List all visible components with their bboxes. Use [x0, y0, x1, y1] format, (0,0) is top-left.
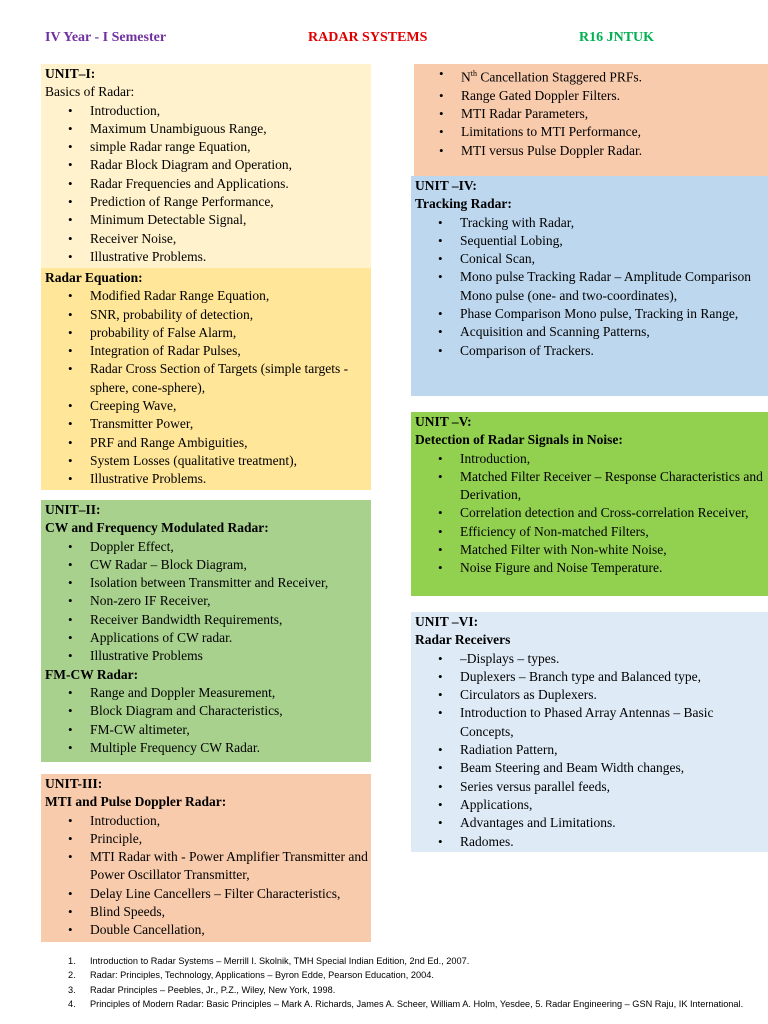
list-item: • Sequential Lobing,	[415, 232, 768, 250]
unit1-radar-equation-box	[41, 268, 371, 490]
reference-text: Radar: Principles, Technology, Applications – Byron Edde, Pearson Education, 2004.	[90, 970, 434, 981]
list-item: • simple Radar range Equation,	[45, 138, 371, 156]
reference-item	[40, 968, 765, 982]
list-item: • –Displays – types.	[415, 650, 768, 668]
list-item: • Noise Figure and Noise Temperature.	[415, 559, 768, 577]
list-item: • Multiple Frequency CW Radar.	[45, 739, 371, 757]
unit4-title: UNIT –IV:	[415, 178, 477, 193]
unit1-subtitle: Basics of Radar:	[45, 84, 135, 100]
list-item: • Radar Frequencies and Applications.	[45, 175, 371, 193]
list-item: • Blind Speeds,	[45, 903, 371, 921]
list-item: • Introduction,	[45, 812, 371, 830]
reference-item	[40, 954, 765, 968]
reference-item	[40, 997, 765, 1011]
nth-prefix: N	[461, 69, 471, 85]
list-item: • Advantages and Limitations.	[415, 814, 768, 832]
unit6-box	[411, 612, 768, 852]
unit1-topic-list	[45, 102, 371, 267]
unit5-box	[411, 412, 768, 596]
unit3-subtitle: MTI and Pulse Doppler Radar:	[45, 794, 227, 810]
list-item: • Acquisition and Scanning Patterns,	[415, 323, 768, 341]
unit2-subtitle: CW and Frequency Modulated Radar:	[45, 520, 269, 536]
list-item: • MTI Radar Parameters,	[416, 105, 768, 123]
reference-item	[40, 983, 765, 997]
unit1-title: UNIT–I:	[45, 66, 96, 81]
unit6-subtitle: Radar Receivers	[415, 632, 511, 648]
unit3-continued-box	[414, 64, 768, 176]
list-item: • Principle,	[45, 830, 371, 848]
list-item: • Delay Line Cancellers – Filter Characteristics,	[45, 885, 371, 903]
reference-number: 1.	[68, 956, 76, 966]
list-item: • Introduction,	[415, 450, 768, 468]
list-item: • SNR, probability of detection,	[45, 306, 371, 324]
list-item: • Prediction of Range Performance,	[45, 193, 371, 211]
reference-number: 4.	[68, 999, 76, 1010]
list-item: • FM-CW altimeter,	[45, 721, 371, 739]
list-item: • Illustrative Problems.	[45, 470, 371, 488]
unit2-topic-list	[45, 538, 371, 666]
list-item: • Integration of Radar Pulses,	[45, 342, 371, 360]
unit2-title: UNIT–II:	[45, 502, 101, 517]
list-item: • Radar Cross Section of Targets (simple targets - sphere, cone-sphere),	[45, 360, 371, 397]
unit1-section-title: Radar Equation:	[45, 270, 143, 285]
unit2-section-title: FM-CW Radar:	[45, 666, 139, 682]
list-item: • MTI Radar with - Power Amplifier Transmitter and Power Oscillator Transmitter,	[45, 848, 371, 885]
list-item: • Doppler Effect,	[45, 538, 371, 556]
reference-text: Principles of Modern Radar: Basic Principles – Mark A. Richards, James A. Scheer, William A. Holm, Yesdee, 5. Radar Engineering – GSN Raju, IK International.	[90, 999, 744, 1010]
list-item: • Comparison of Trackers.	[415, 342, 768, 360]
list-item: • Illustrative Problems.	[45, 248, 371, 266]
list-item: • Mono pulse Tracking Radar – Amplitude Comparison Mono pulse (one- and two-coordinates),	[415, 268, 768, 305]
list-item: • Illustrative Problems	[45, 647, 371, 665]
reference-number: 2.	[68, 970, 76, 981]
unit5-title: UNIT –V:	[415, 414, 472, 429]
reference-number: 3.	[68, 984, 76, 995]
unit1-equation-list	[45, 287, 371, 488]
list-item: • Conical Scan,	[415, 250, 768, 268]
list-item: • Radiation Pattern,	[415, 741, 768, 759]
list-item: • Maximum Unambiguous Range,	[45, 120, 371, 138]
list-item: • Double Cancellation,	[45, 921, 371, 939]
list-item: • Efficiency of Non-matched Filters,	[415, 523, 768, 541]
list-item: • Beam Steering and Beam Width changes,	[415, 759, 768, 777]
list-item: • PRF and Range Ambiguities,	[45, 434, 371, 452]
list-item: • Applications of CW radar.	[45, 629, 371, 647]
list-item: • Range and Doppler Measurement,	[45, 684, 371, 702]
list-item: • MTI versus Pulse Doppler Radar.	[416, 142, 768, 160]
nth-suffix: Cancellation Staggered PRFs.	[476, 69, 642, 85]
header-regulation: R16 JNTUK	[579, 30, 655, 45]
list-item: • Limitations to MTI Performance,	[416, 123, 768, 141]
list-item: • Radar Block Diagram and Operation,	[45, 156, 371, 174]
header-year-semester: IV Year - I Semester	[45, 30, 167, 45]
unit4-topic-list	[415, 214, 768, 360]
list-item: • Radomes.	[415, 833, 768, 851]
list-item: • Creeping Wave,	[45, 397, 371, 415]
unit5-topic-list	[415, 450, 768, 578]
list-item: • Introduction,	[45, 102, 371, 120]
list-item: • probability of False Alarm,	[45, 324, 371, 342]
list-item: • Transmitter Power,	[45, 415, 371, 433]
reference-list	[40, 954, 765, 1012]
list-item: • Applications,	[415, 796, 768, 814]
list-item: • Introduction to Phased Array Antennas – Basic Concepts,	[415, 704, 768, 741]
unit6-topic-list	[415, 650, 768, 851]
nth-superscript: th	[470, 69, 477, 78]
unit3-title: UNIT-III:	[45, 776, 103, 791]
list-item: • Isolation between Transmitter and Receiver,	[45, 574, 371, 592]
list-item: • Tracking with Radar,	[415, 214, 768, 232]
list-item: • System Losses (qualitative treatment),	[45, 452, 371, 470]
unit4-subtitle: Tracking Radar:	[415, 196, 512, 212]
list-item: • Block Diagram and Characteristics,	[45, 702, 371, 720]
list-item: • Circulators as Duplexers.	[415, 686, 768, 704]
unit6-title: UNIT –VI:	[415, 614, 479, 629]
unit3-continued-list	[416, 65, 768, 160]
list-item: • Non-zero IF Receiver,	[45, 592, 371, 610]
list-item: • Receiver Bandwidth Requirements,	[45, 611, 371, 629]
header-subject-title: RADAR SYSTEMS	[308, 30, 428, 45]
list-item: • Receiver Noise,	[45, 230, 371, 248]
unit3-topic-list	[45, 812, 371, 940]
list-item: • Correlation detection and Cross-correlation Receiver,	[415, 504, 768, 522]
list-item: • Matched Filter Receiver – Response Characteristics and Derivation,	[415, 468, 768, 505]
unit3-box	[41, 774, 371, 942]
unit4-box	[411, 176, 768, 396]
reference-text: Radar Principles – Peebles, Jr., P.Z., Wiley, New York, 1998.	[90, 984, 336, 995]
list-item: • Modified Radar Range Equation,	[45, 287, 371, 305]
list-item: • Series versus parallel feeds,	[415, 778, 768, 796]
list-item: • Range Gated Doppler Filters.	[416, 87, 768, 105]
unit2-box	[41, 500, 371, 762]
list-item: • Matched Filter with Non-white Noise,	[415, 541, 768, 559]
unit1-basics-box	[41, 64, 371, 268]
unit2-fmcw-list	[45, 684, 371, 757]
list-item: • Minimum Detectable Signal,	[45, 211, 371, 229]
list-item: • Phase Comparison Mono pulse, Tracking in Range,	[415, 305, 768, 323]
reference-text: Introduction to Radar Systems – Merrill I. Skolnik, TMH Special Indian Edition, 2nd Ed., 2007.	[90, 956, 470, 966]
list-item	[416, 65, 768, 87]
list-item: • CW Radar – Block Diagram,	[45, 556, 371, 574]
unit5-subtitle: Detection of Radar Signals in Noise:	[415, 432, 623, 448]
list-item: • Duplexers – Branch type and Balanced type,	[415, 668, 768, 686]
